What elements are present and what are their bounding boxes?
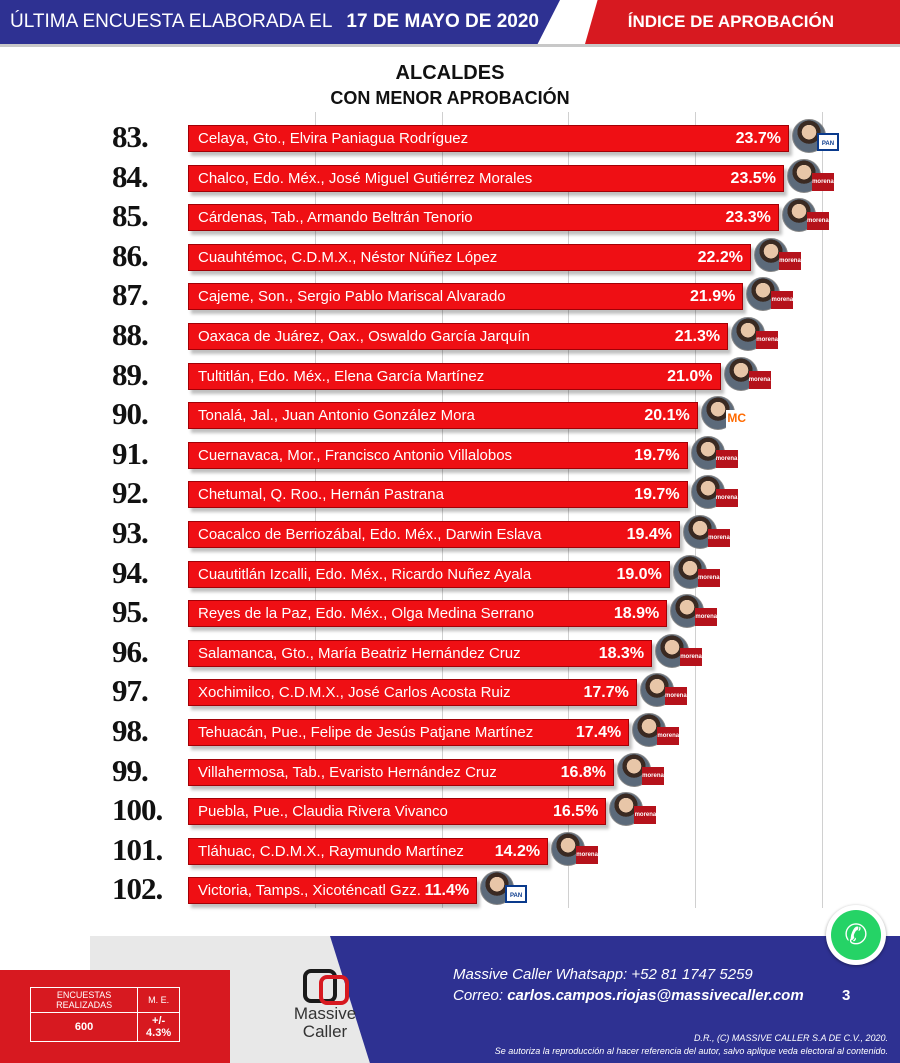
- whatsapp-button[interactable]: [826, 905, 886, 965]
- approval-value: 19.7%: [634, 486, 680, 504]
- morena-party-logo: morena: [779, 252, 801, 270]
- rank-number: 100.: [112, 792, 163, 828]
- approval-index-label: ÍNDICE DE APROBACIÓN: [627, 12, 834, 31]
- mayor-label: Cajeme, Son., Sergio Pablo Mariscal Alvarado: [198, 288, 506, 306]
- pan-party-logo: PAN: [817, 133, 839, 151]
- morena-party-logo: morena: [716, 450, 738, 468]
- massive-caller-logo: [270, 965, 380, 1041]
- whatsapp-contact: Massive Caller Whatsapp: +52 81 1747 5259: [453, 966, 753, 983]
- gridline: [442, 112, 443, 908]
- morena-party-logo: morena: [749, 371, 771, 389]
- mayor-label: Chalco, Edo. Méx., José Miguel Gutiérrez Morales: [198, 169, 533, 187]
- chat-bubbles-icon: [301, 965, 349, 1005]
- mayor-label: Cuernavaca, Mor., Francisco Antonio Villalobos: [198, 446, 513, 464]
- gridline: [315, 112, 316, 908]
- rank-number: 89.: [112, 356, 148, 392]
- surveys-header: ENCUESTAS REALIZADAS: [31, 988, 138, 1013]
- survey-date: 17 DE MAYO DE 2020: [346, 11, 539, 32]
- survey-stats-table: [30, 987, 180, 1042]
- pan-party-logo: PAN: [505, 885, 527, 903]
- mayor-label: Puebla, Pue., Claudia Rivera Vivanco: [198, 803, 448, 821]
- rank-number: 101.: [112, 831, 163, 867]
- approval-value: 22.2%: [697, 248, 743, 266]
- approval-value: 21.9%: [689, 288, 736, 306]
- mayor-label: Cuauhtémoc, C.D.M.X., Néstor Núñez López: [198, 248, 498, 266]
- rank-number: 92.: [112, 475, 148, 511]
- morena-party-logo: morena: [657, 727, 679, 745]
- whatsapp-icon: ✆: [831, 910, 881, 960]
- reproduction-notice: Se autoriza la reproducción al hacer referencia del autor, salvo aplique veda electoral al contenido.: [494, 1046, 888, 1056]
- rank-number: 98.: [112, 713, 148, 748]
- mayor-label: Villahermosa, Tab., Evaristo Hernández Cruz: [198, 763, 497, 781]
- morena-party-logo: morena: [695, 608, 717, 626]
- copyright-text: D.R., (C) MASSIVE CALLER S.A DE C.V., 2020.: [693, 1033, 888, 1043]
- mc-party-logo: MC: [726, 410, 748, 428]
- rank-number: 88.: [112, 317, 148, 352]
- survey-date-label: ÚLTIMA ENCUESTA ELABORADA EL: [10, 11, 333, 32]
- approval-value: 11.4%: [424, 882, 470, 900]
- approval-value: 20.1%: [644, 407, 690, 425]
- approval-value: 18.3%: [598, 644, 645, 662]
- morena-party-logo: morena: [812, 173, 834, 191]
- chart-title: ALCALDES: [395, 62, 505, 84]
- mayor-label: Celaya, Gto., Elvira Paniagua Rodríguez: [198, 130, 469, 147]
- rank-number: 94.: [112, 554, 148, 590]
- mayor-label: Coacalco de Berriozábal, Edo. Méx., Darwin Eslava: [198, 526, 542, 543]
- mayor-label: Salamanca, Gto., María Beatriz Hernández Cruz: [198, 644, 521, 662]
- mayor-label: Oaxaca de Juárez, Oax., Oswaldo García Jarquín: [198, 328, 530, 345]
- email-label: Correo:: [453, 987, 504, 1004]
- approval-value: 17.7%: [583, 684, 629, 702]
- mayor-label: Chetumal, Q. Roo., Hernán Pastrana: [198, 486, 444, 504]
- approval-value: 21.0%: [667, 367, 713, 385]
- morena-party-logo: morena: [708, 529, 730, 547]
- morena-party-logo: morena: [716, 489, 738, 507]
- rank-number: 85.: [112, 198, 148, 234]
- logo-line1: Massive: [293, 1004, 357, 1023]
- approval-value: 21.3%: [674, 328, 721, 345]
- gridline: [568, 112, 569, 908]
- approval-value: 16.8%: [560, 763, 607, 781]
- mayor-label: Tultitlán, Edo. Méx., Elena García Martínez: [198, 367, 485, 385]
- morena-party-logo: morena: [576, 846, 598, 864]
- mayor-label: Xochimilco, C.D.M.X., José Carlos Acosta Ruiz: [198, 684, 511, 702]
- mayor-label: Tláhuac, C.D.M.X., Raymundo Martínez: [198, 842, 464, 860]
- rank-number: 83.: [112, 119, 148, 154]
- rank-number: 91.: [112, 435, 148, 471]
- morena-party-logo: morena: [642, 767, 664, 785]
- margin-error-header: M. E.: [138, 988, 180, 1013]
- approval-value: 23.5%: [730, 169, 776, 187]
- approval-value: 18.9%: [613, 605, 660, 623]
- approval-value: 14.2%: [494, 842, 541, 860]
- rank-number: 87.: [112, 277, 148, 313]
- gridline: [822, 112, 823, 908]
- rank-number: 93.: [112, 515, 148, 550]
- morena-party-logo: morena: [807, 212, 829, 230]
- mayor-label: Cuautitlán Izcalli, Edo. Méx., Ricardo Nuñez Ayala: [198, 565, 532, 583]
- rank-number: 95.: [112, 594, 148, 630]
- mayor-label: Tonalá, Jal., Juan Antonio González Mora: [198, 407, 475, 425]
- approval-value: 23.7%: [735, 130, 781, 147]
- morena-party-logo: morena: [665, 687, 687, 705]
- rank-number: 97.: [112, 673, 148, 709]
- rank-number: 99.: [112, 752, 148, 788]
- chart-subtitle: CON MENOR APROBACIÓN: [330, 88, 570, 108]
- approval-value: 19.7%: [634, 446, 680, 464]
- approval-value: 19.0%: [616, 565, 662, 583]
- rank-number: 90.: [112, 396, 148, 432]
- gridline: [695, 112, 696, 908]
- approval-value: 17.4%: [575, 724, 622, 741]
- morena-party-logo: morena: [756, 331, 778, 349]
- mayor-label: Reyes de la Paz, Edo. Méx., Olga Medina Serrano: [198, 605, 535, 623]
- margin-error-value: +/- 4.3%: [138, 1013, 180, 1042]
- rank-number: 96.: [112, 633, 148, 669]
- mayor-label: Cárdenas, Tab., Armando Beltrán Tenorio: [198, 209, 473, 227]
- surveys-value: 600: [31, 1013, 138, 1042]
- logo-line2: Caller: [302, 1022, 348, 1041]
- morena-party-logo: morena: [698, 569, 720, 587]
- rank-number: 86.: [112, 237, 148, 273]
- morena-party-logo: morena: [680, 648, 702, 666]
- approval-value: 16.5%: [553, 803, 599, 821]
- rank-number: 84.: [112, 158, 148, 194]
- mayor-label: Victoria, Tamps., Xicoténcatl Gzz.: [198, 882, 421, 900]
- morena-party-logo: morena: [771, 291, 793, 309]
- approval-value: 23.3%: [725, 209, 771, 227]
- approval-value: 19.4%: [626, 526, 672, 543]
- email-contact: [453, 987, 804, 1004]
- morena-party-logo: morena: [634, 806, 656, 824]
- email-link[interactable]: carlos.campos.riojas@massivecaller.com: [507, 987, 804, 1004]
- mayor-label: Tehuacán, Pue., Felipe de Jesús Patjane Martínez: [198, 724, 534, 741]
- rank-number: 102.: [112, 871, 163, 907]
- page-number: 3: [842, 987, 851, 1004]
